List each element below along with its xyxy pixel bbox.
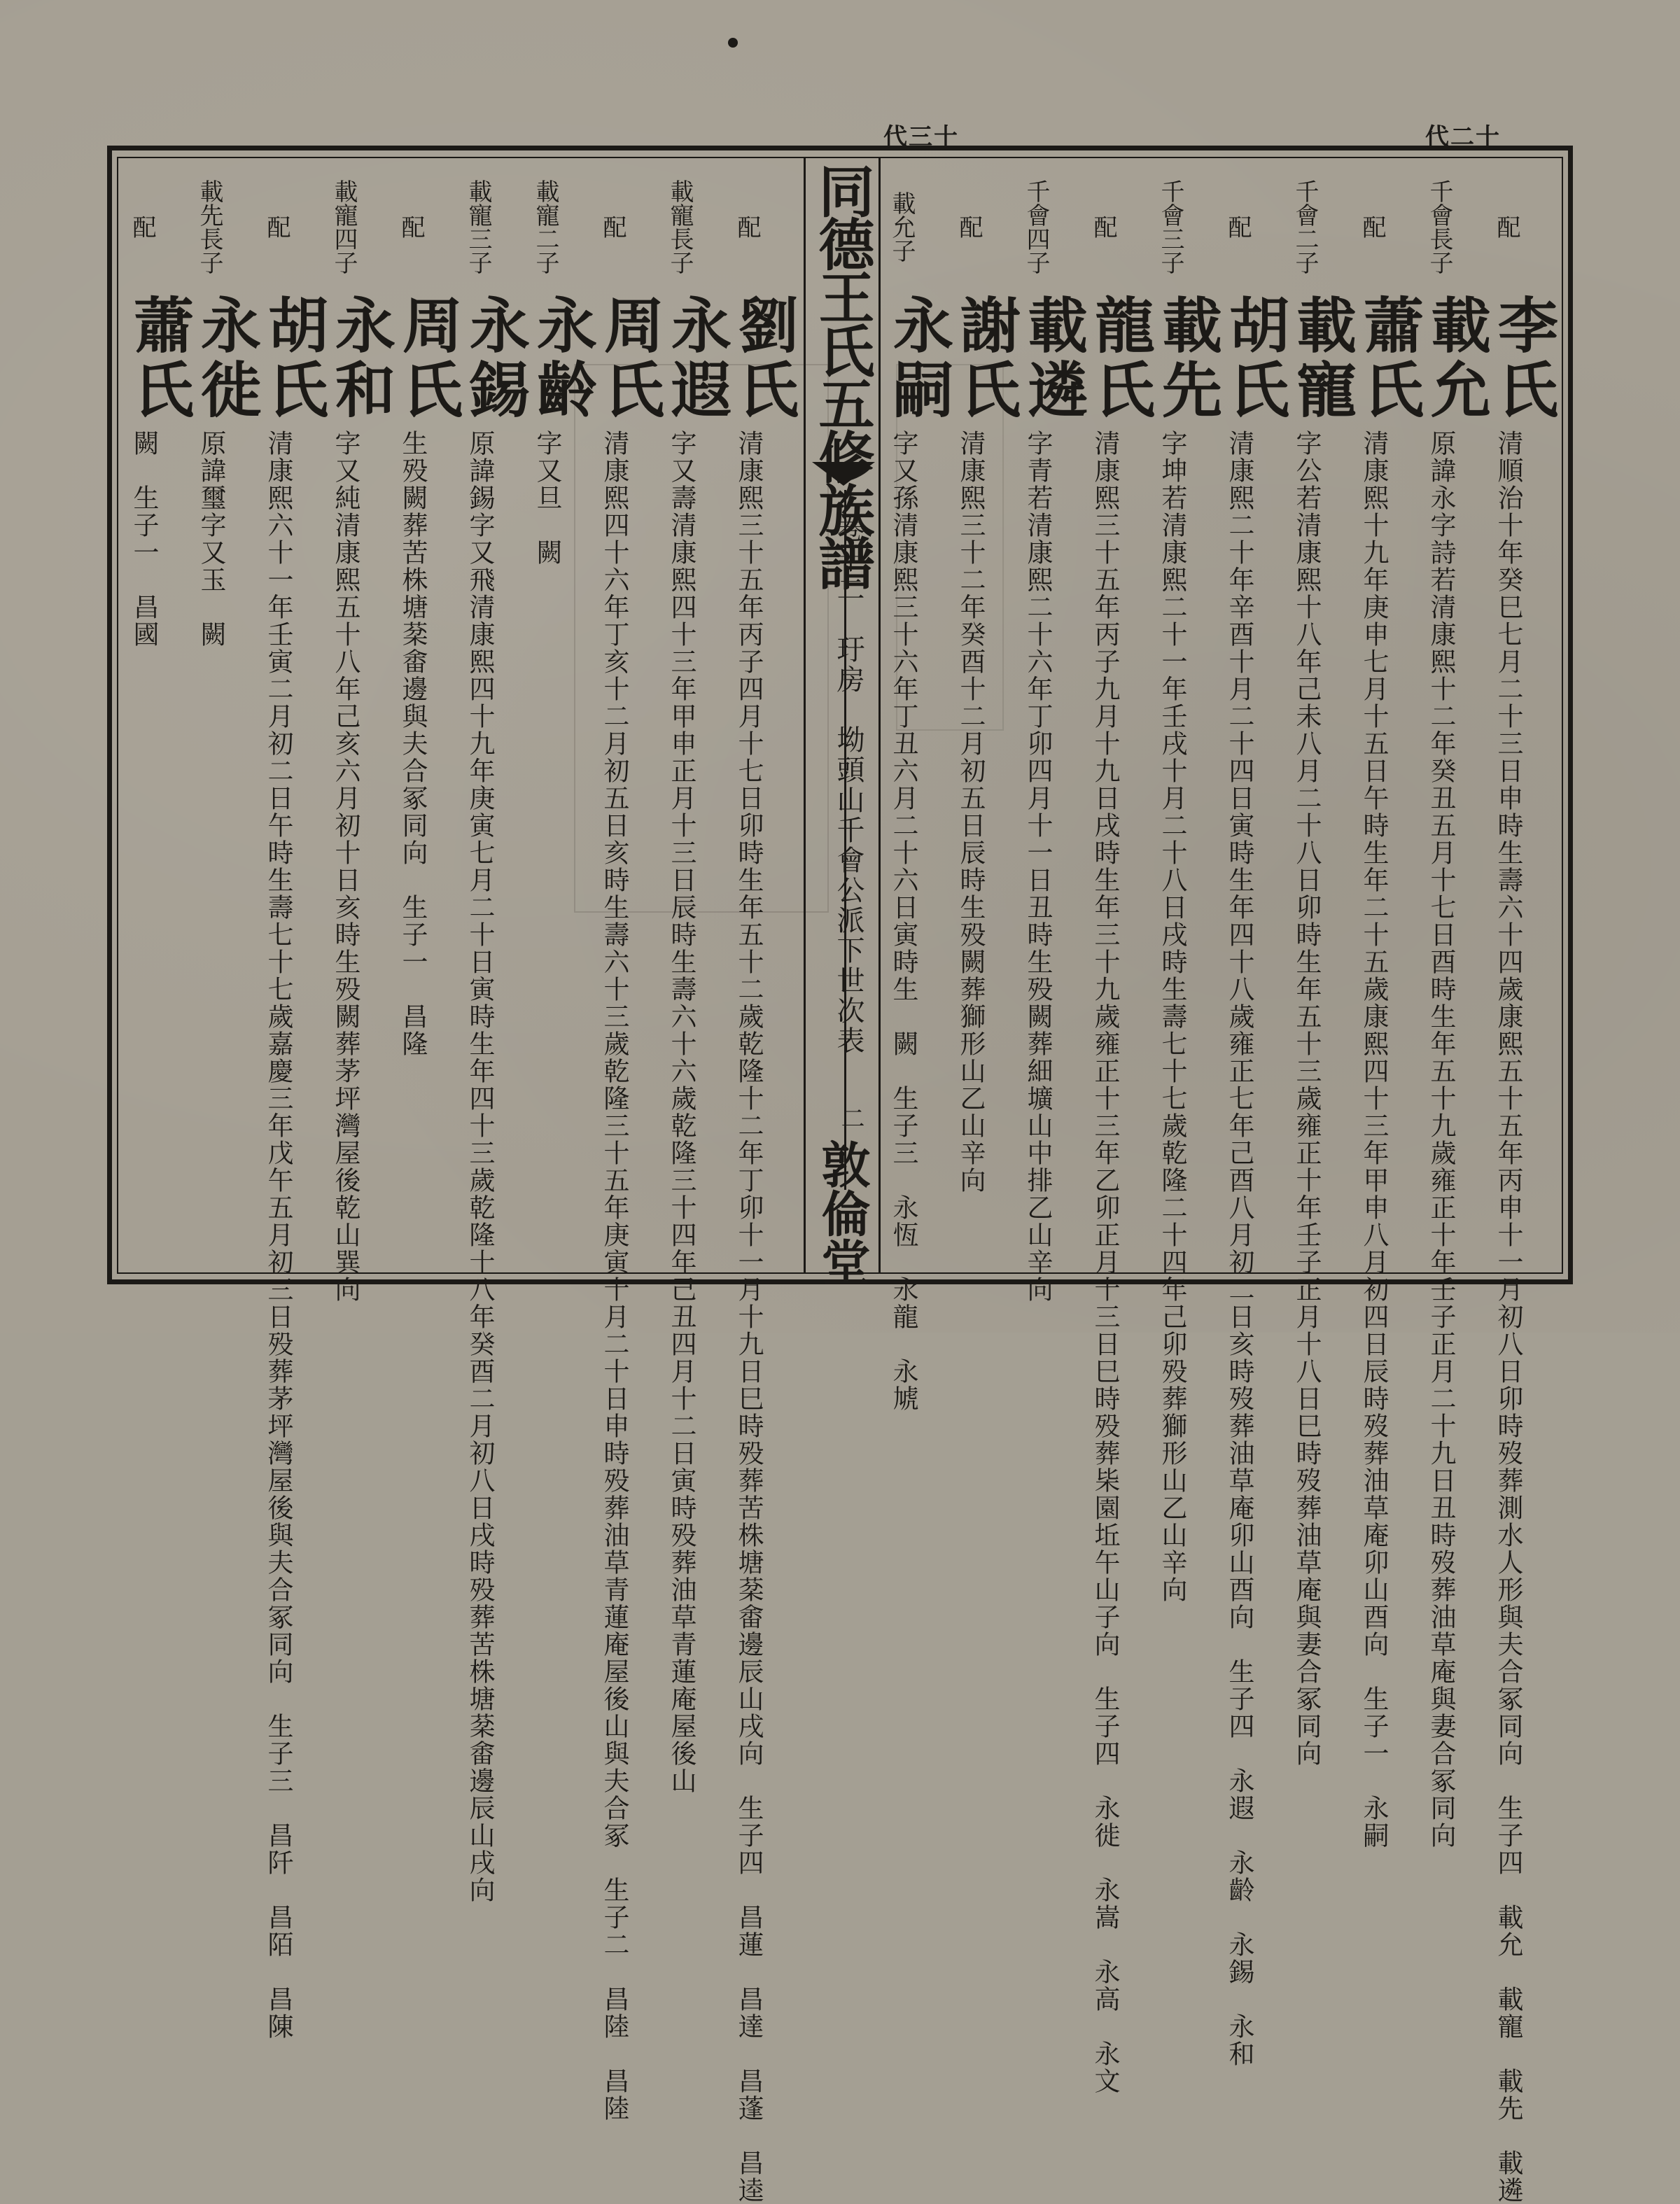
biography-text: 字又旦 闕 bbox=[532, 430, 562, 566]
biography-text: 字又孫清康熙三十六年丁丑六月二十六日寅時生 闕 生子三 永恆 永龍 永虓 bbox=[888, 430, 918, 1412]
relation-label: 配 bbox=[397, 215, 425, 239]
person-name: 胡氏 bbox=[258, 294, 328, 423]
biography-text: 清康熙十九年庚申七月十五日午時生年二十五歲康熙四十三年甲申八月初四日辰時歿葬油草庵卯山酉向 生子一 永嗣 bbox=[1359, 430, 1389, 1849]
biography-text: 清康熙二十年辛酉十月二十四日寅時生年四十八歲雍正七年己酉八月初二日亥時歿葬油草庵卯山酉向 生子四 永遐 永齡 永錫 永和 bbox=[1224, 430, 1254, 2068]
person-name: 永遐 bbox=[661, 294, 732, 423]
biography-text: 原諱錫字又飛清康熙四十九年庚寅七月二十日寅時生年四十三歲乾隆十八年癸酉二月初八日戌時殁葬苦株塘棻畬邊辰山戌向 bbox=[465, 430, 495, 1904]
generation-label-left: 代三十 bbox=[883, 123, 959, 151]
relation-label: 配 bbox=[262, 215, 290, 239]
genealogy-entry bbox=[459, 165, 530, 1904]
genealogy-entry bbox=[190, 165, 261, 648]
person-name: 永徙 bbox=[190, 294, 261, 423]
person-name: 胡氏 bbox=[1219, 294, 1289, 423]
genealogy-entry bbox=[1353, 165, 1424, 1849]
biography-text: 原諱璽字又玉 闕 bbox=[196, 430, 226, 648]
biography-text: 闕 生子一 昌國 bbox=[129, 430, 159, 648]
person-name: 載寵 bbox=[1286, 294, 1357, 423]
genealogy-entry bbox=[526, 165, 597, 566]
biography-text: 清康熙三十五年丙子四月十七日卯時生年五十二歲乾隆十二年丁卯十一月十九日巳時殁葬苦株塘棻畬邊辰山戌向 生子四 昌蓮 昌達 昌蓬 昌逵 bbox=[734, 430, 764, 2204]
ink-spot bbox=[728, 38, 738, 48]
biography-text: 清康熙三十二年癸酉十二月初五日辰時生殁闕葬獅形山乙山辛向 bbox=[955, 430, 986, 1194]
person-name: 載允 bbox=[1420, 294, 1491, 423]
person-name: 謝氏 bbox=[950, 294, 1021, 423]
genealogy-entry bbox=[325, 165, 396, 1303]
book-title: 同德王氏五修族譜 bbox=[809, 162, 875, 588]
genealogy-entry bbox=[661, 165, 732, 1795]
biography-text: 字又純清康熙五十八年己亥六月初十日亥時生殁闕葬茅坪灣屋後乾山巽向 bbox=[330, 430, 360, 1303]
genealogy-entry bbox=[950, 165, 1021, 1194]
genealogy-entry bbox=[1017, 165, 1088, 1303]
person-name: 永和 bbox=[325, 294, 396, 423]
biography-text: 清康熙六十一年壬寅二月初二日午時生壽七十七歲嘉慶三年戊午五月初三日殁葬茅坪灣屋後與夫合冢同向 生子三 昌阡 昌陌 昌陳 bbox=[263, 430, 293, 2040]
relation-label: 載寵三子 bbox=[464, 179, 492, 274]
generation-label-right: 代二十 bbox=[1425, 123, 1501, 151]
relation-label: 配 bbox=[1089, 215, 1117, 239]
person-name: 永嗣 bbox=[883, 294, 953, 423]
person-name: 蕭氏 bbox=[1353, 294, 1424, 423]
relation-label: 千會二子 bbox=[1291, 179, 1319, 274]
relation-label: 配 bbox=[955, 215, 983, 239]
relation-label: 載寵二子 bbox=[531, 179, 559, 274]
genealogy-entry bbox=[392, 165, 463, 1058]
genealogy-entry bbox=[1152, 165, 1222, 1603]
biography-text: 字青若清康熙二十六年丁卯四月十一日丑時生殁闕葬細壙山中排乙山辛向 bbox=[1023, 430, 1053, 1303]
person-name: 李氏 bbox=[1488, 294, 1558, 423]
relation-label: 配 bbox=[1224, 215, 1252, 239]
relation-label: 千會三子 bbox=[1156, 179, 1184, 274]
relation-label: 千會四子 bbox=[1022, 179, 1050, 274]
person-name: 劉氏 bbox=[728, 294, 799, 423]
person-name: 永錫 bbox=[459, 294, 530, 423]
genealogy-entry bbox=[123, 165, 194, 648]
person-name: 載先 bbox=[1152, 294, 1222, 423]
genealogy-entry bbox=[1286, 165, 1357, 1767]
biography-text: 生殁闕葬苦株塘棻畬邊與夫合冢同向 生子一 昌隆 bbox=[398, 430, 428, 1058]
relation-label: 載寵四子 bbox=[330, 179, 358, 274]
genealogy-entry bbox=[1219, 165, 1289, 2068]
genealogy-entry bbox=[594, 165, 664, 2122]
genealogy-entry bbox=[728, 165, 799, 2204]
page-number: 二 bbox=[836, 1106, 864, 1130]
person-name: 永齡 bbox=[526, 294, 597, 423]
genealogy-entry bbox=[883, 165, 953, 1412]
biography-text: 字又壽清康熙四十三年甲申正月十三日辰時生壽六十六歲乾隆三十四年己丑四月十二日寅時殁葬油草青蓮庵屋後山 bbox=[666, 430, 696, 1795]
hall-name: 敦倫堂 bbox=[813, 1139, 872, 1286]
biography-text: 字公若清康熙十八年己未八月二十八日卯時生年五十三歲雍正十年壬子正月十八日巳時歿葬油草庵與妻合冢同向 bbox=[1292, 430, 1322, 1767]
relation-label: 配 bbox=[598, 215, 626, 239]
genealogy-entry bbox=[1488, 165, 1558, 2204]
biography-text: 清康熙四十六年丁亥十二月初五日亥時生壽六十三歲乾隆三十五年庚寅十月二十日申時殁葬油草青蓮庵屋後山與夫合冢 生子二 昌陸 昌陸 bbox=[599, 430, 629, 2122]
relation-label: 載先長子 bbox=[195, 179, 223, 274]
volume-info: 卷十二 玗房 坳頭山千會公派下世次表 bbox=[832, 514, 864, 1056]
biography-text: 字坤若清康熙二十一年壬戌十月二十八日戌時生壽七十七歲乾隆二十四年己卯殁葬獅形山乙山辛向 bbox=[1157, 430, 1187, 1603]
relation-label: 載寵長子 bbox=[666, 179, 694, 274]
relation-label: 配 bbox=[733, 215, 761, 239]
genealogy-entry bbox=[258, 165, 328, 2040]
fishtail-mark bbox=[812, 462, 875, 486]
relation-label: 千會長子 bbox=[1425, 179, 1453, 274]
relation-label: 配 bbox=[1492, 215, 1520, 239]
person-name: 蕭氏 bbox=[123, 294, 194, 423]
person-name: 龍氏 bbox=[1084, 294, 1155, 423]
person-name: 周氏 bbox=[392, 294, 463, 423]
biography-text: 清順治十年癸巳七月二十三日申時生壽六十四歲康熙五十五年丙申十一月初八日卯時歿葬測水人形與夫合冢同向 生子四 載允 載寵 載先 載遴 bbox=[1493, 430, 1523, 2204]
person-name: 載遴 bbox=[1017, 294, 1088, 423]
person-name: 周氏 bbox=[594, 294, 664, 423]
genealogy-entry bbox=[1420, 165, 1491, 1849]
biography-text: 清康熙三十五年丙子九月十九日戌時生年三十九歲雍正十三年乙卯正月十三日巳時殁葬枈園坵午山子向 生子四 永徙 永嵩 永高 永文 bbox=[1090, 430, 1120, 2095]
relation-label: 配 bbox=[128, 215, 156, 239]
biography-text: 原諱永字詩若清康熙十二年癸丑五月十七日酉時生年五十九歲雍正十年壬子正月二十九日丑時歿葬油草庵與妻合冢同向 bbox=[1426, 430, 1456, 1849]
relation-label: 配 bbox=[1358, 215, 1386, 239]
genealogy-entry bbox=[1084, 165, 1155, 2095]
relation-label: 載允子 bbox=[888, 191, 916, 262]
